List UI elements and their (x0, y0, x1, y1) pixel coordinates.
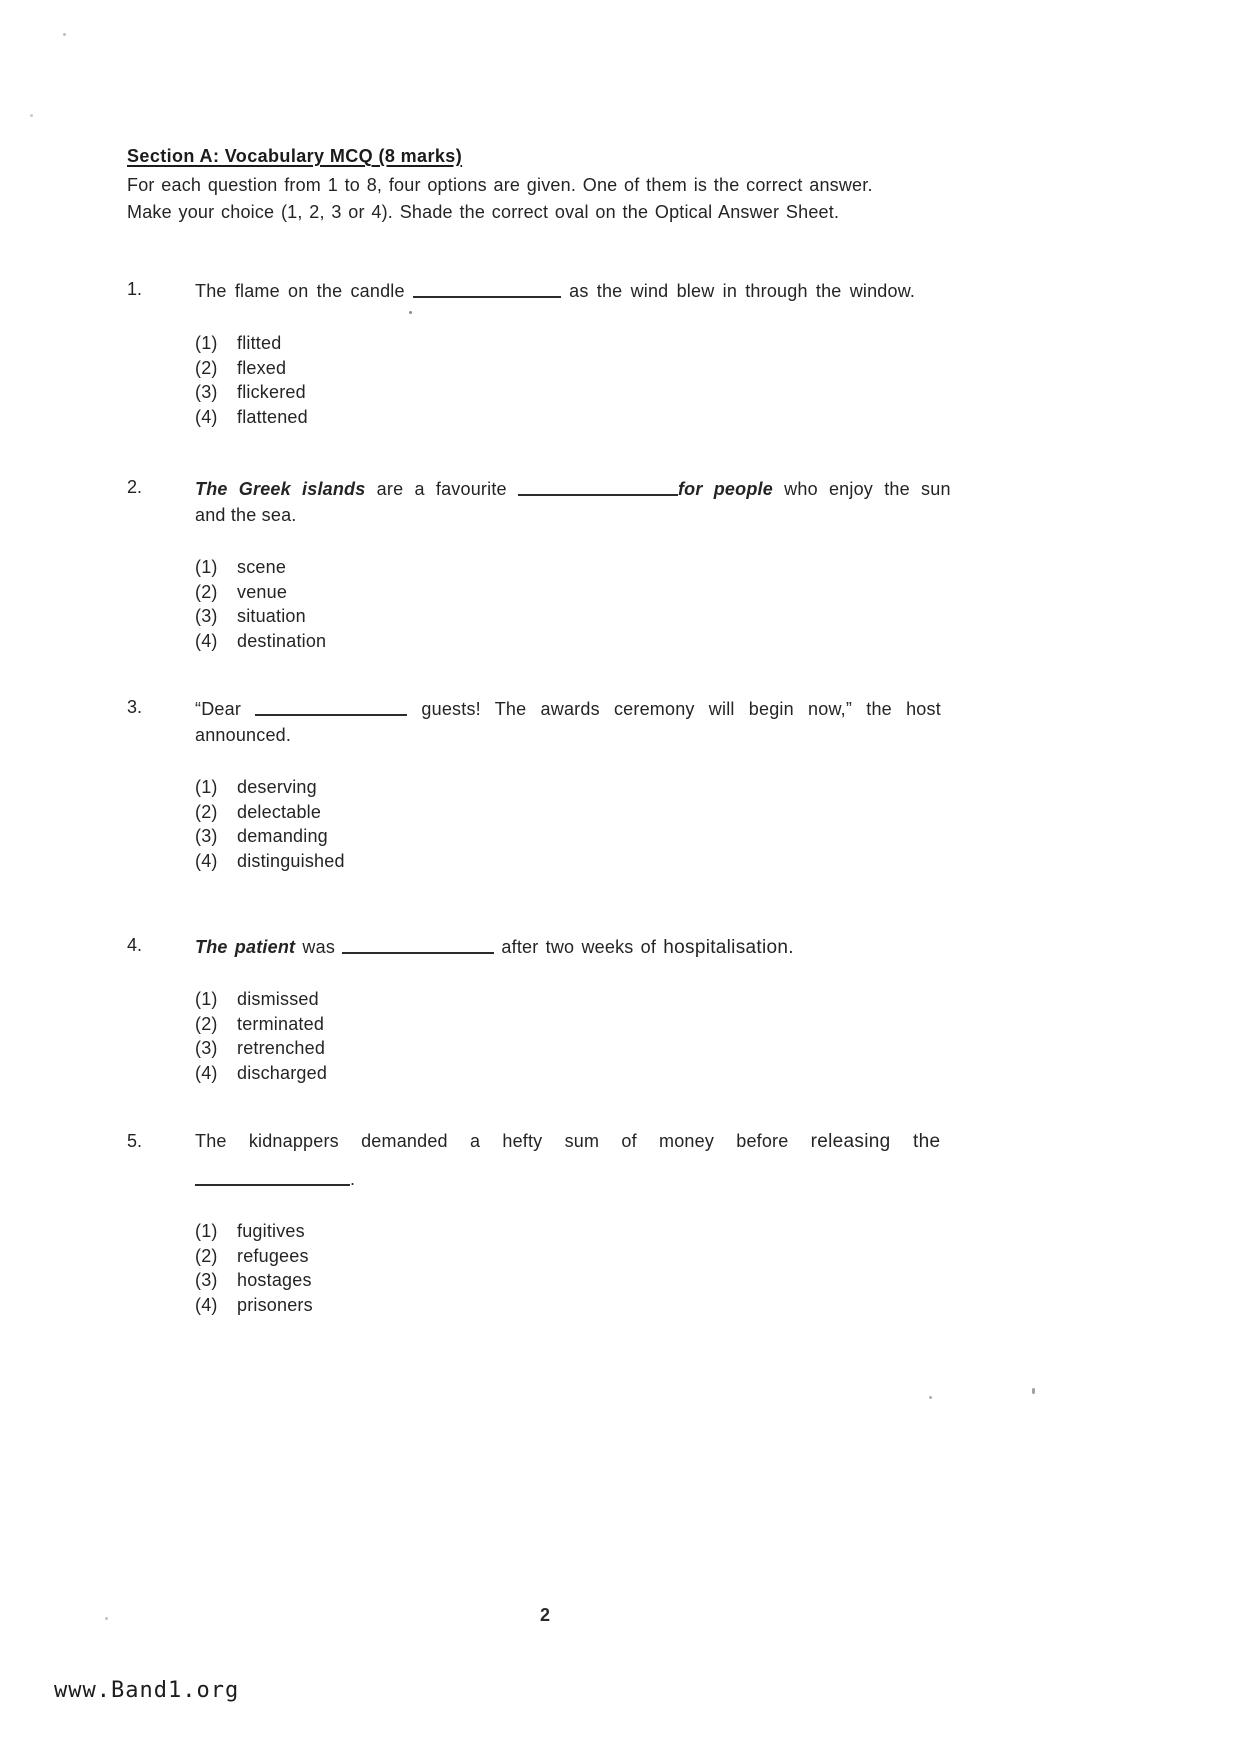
option-number: (4) (195, 850, 218, 871)
question-text-segment: “Dear (195, 699, 256, 719)
question-text-line (195, 277, 967, 304)
option-number: (1) (195, 777, 218, 797)
option-text: destination (237, 630, 327, 651)
question-body (195, 933, 967, 1085)
question-text-segment: and the sea. (195, 505, 297, 525)
option (195, 1268, 967, 1293)
option-text: flattened (237, 406, 308, 427)
question-text-segment: after two weeks of (494, 937, 664, 957)
question-number: 3. (127, 697, 143, 717)
question-text-line (195, 1165, 967, 1192)
option-number: (1) (195, 557, 218, 577)
scan-artifact (1032, 1388, 1035, 1394)
question-text-segment: guests! The awards ceremony will begin now,” the host (407, 699, 941, 719)
option-text: flexed (237, 357, 287, 378)
question-body (195, 695, 967, 873)
instructions-line-1: For each question from 1 to 8, four options are given. One of them is the correct answer. (127, 175, 873, 195)
question-list (127, 277, 967, 1317)
question-text-segment: . (350, 1169, 356, 1189)
option-text: flitted (237, 333, 282, 353)
option-list (195, 331, 967, 429)
option-text: fugitives (237, 1221, 305, 1241)
question-2 (127, 475, 967, 653)
option-text: discharged (237, 1062, 328, 1083)
option-text: demanding (237, 826, 328, 846)
answer-blank (413, 278, 561, 298)
option-list (195, 555, 967, 653)
page-number: 2 (539, 1605, 550, 1625)
question-body (195, 277, 967, 429)
question-text-line (195, 695, 967, 722)
option (195, 1036, 967, 1061)
question-text-segment: The patient (195, 937, 296, 957)
site-watermark: www.Band1.org (54, 1678, 240, 1703)
answer-blank (342, 934, 494, 954)
option-number: (4) (195, 406, 218, 427)
option-text: venue (237, 581, 288, 602)
scan-artifact (30, 114, 33, 117)
question-text-segment: The flame on the candle (195, 281, 413, 301)
question-number: 5. (127, 1131, 143, 1151)
option-text: hostages (237, 1270, 312, 1290)
option-text: retrenched (237, 1038, 326, 1058)
question-text-segment: as the wind blew in through the window. (560, 281, 916, 301)
question-text-segment: hospitalisation. (663, 937, 794, 958)
option (195, 331, 967, 356)
option (195, 356, 967, 381)
option (195, 1293, 967, 1318)
question-1 (127, 277, 967, 429)
question-text-segment: was (295, 937, 343, 957)
question-text-line (195, 475, 967, 502)
option-text: refugees (237, 1245, 309, 1266)
option-number: (3) (195, 826, 218, 846)
option (195, 1012, 967, 1037)
scan-artifact (409, 311, 412, 314)
option-text: scene (237, 557, 287, 577)
option-number: (3) (195, 1270, 218, 1290)
question-text-segment: are a favourite (365, 479, 518, 499)
option-number: (2) (195, 801, 218, 822)
answer-blank (255, 696, 407, 716)
option-text: deserving (237, 777, 317, 797)
instructions-line-2: Make your choice (1, 2, 3 or 4). Shade the correct oval on the Optical Answer Sheet. (127, 202, 840, 222)
option-number: (2) (195, 357, 218, 378)
option (195, 1219, 967, 1244)
option-number: (4) (195, 1294, 218, 1315)
option-number: (1) (195, 1221, 218, 1241)
question-text-line (195, 503, 967, 528)
page-content (127, 146, 967, 1317)
answer-blank (195, 1166, 350, 1186)
section-title: Section A: Vocabulary MCQ (8 marks) (127, 146, 463, 166)
option-number: (2) (195, 1245, 218, 1266)
scan-artifact (63, 33, 66, 36)
option-number: (3) (195, 382, 218, 402)
scan-artifact (105, 1617, 108, 1620)
option (195, 604, 967, 629)
option-number: (3) (195, 606, 218, 626)
option (195, 555, 967, 580)
question-text-segment: releasing the (810, 1131, 941, 1152)
option (195, 580, 967, 605)
option (195, 1061, 967, 1086)
option-number: (1) (195, 989, 218, 1009)
question-text-segment: who enjoy the sun (772, 479, 951, 499)
option-text: situation (237, 606, 306, 626)
question-5 (127, 1129, 967, 1317)
option-text: prisoners (237, 1294, 313, 1315)
question-text-segment: The kidnappers demanded a hefty sum of money before (195, 1131, 811, 1151)
option (195, 1244, 967, 1269)
option-number: (4) (195, 1062, 218, 1083)
question-text-segment: for people (677, 479, 773, 499)
question-4 (127, 933, 967, 1085)
question-number: 1. (127, 279, 143, 299)
option (195, 987, 967, 1012)
option-text: terminated (237, 1013, 325, 1034)
option-list (195, 775, 967, 873)
question-body (195, 475, 967, 653)
question-body (195, 1129, 967, 1317)
option-text: distinguished (237, 850, 345, 871)
question-text-segment: announced. (195, 725, 292, 745)
question-text-line (195, 933, 967, 960)
option (195, 800, 967, 825)
question-text-segment: The Greek islands (195, 479, 366, 499)
question-number: 2. (127, 477, 143, 497)
option (195, 824, 967, 849)
option-text: delectable (237, 801, 322, 822)
option (195, 775, 967, 800)
option-number: (2) (195, 581, 218, 602)
question-text-line (195, 723, 967, 748)
option-number: (2) (195, 1013, 218, 1034)
answer-blank (518, 476, 678, 496)
option (195, 629, 967, 654)
question-3 (127, 695, 967, 873)
option-number: (4) (195, 630, 218, 651)
question-text-line (195, 1129, 967, 1154)
option-list (195, 1219, 967, 1317)
option (195, 849, 967, 874)
scan-artifact (929, 1396, 932, 1399)
option (195, 405, 967, 430)
option-text: dismissed (237, 989, 319, 1009)
question-number: 4. (127, 935, 143, 955)
option-text: flickered (237, 382, 306, 402)
option (195, 380, 967, 405)
option-list (195, 987, 967, 1085)
option-number: (1) (195, 333, 218, 353)
option-number: (3) (195, 1038, 218, 1058)
